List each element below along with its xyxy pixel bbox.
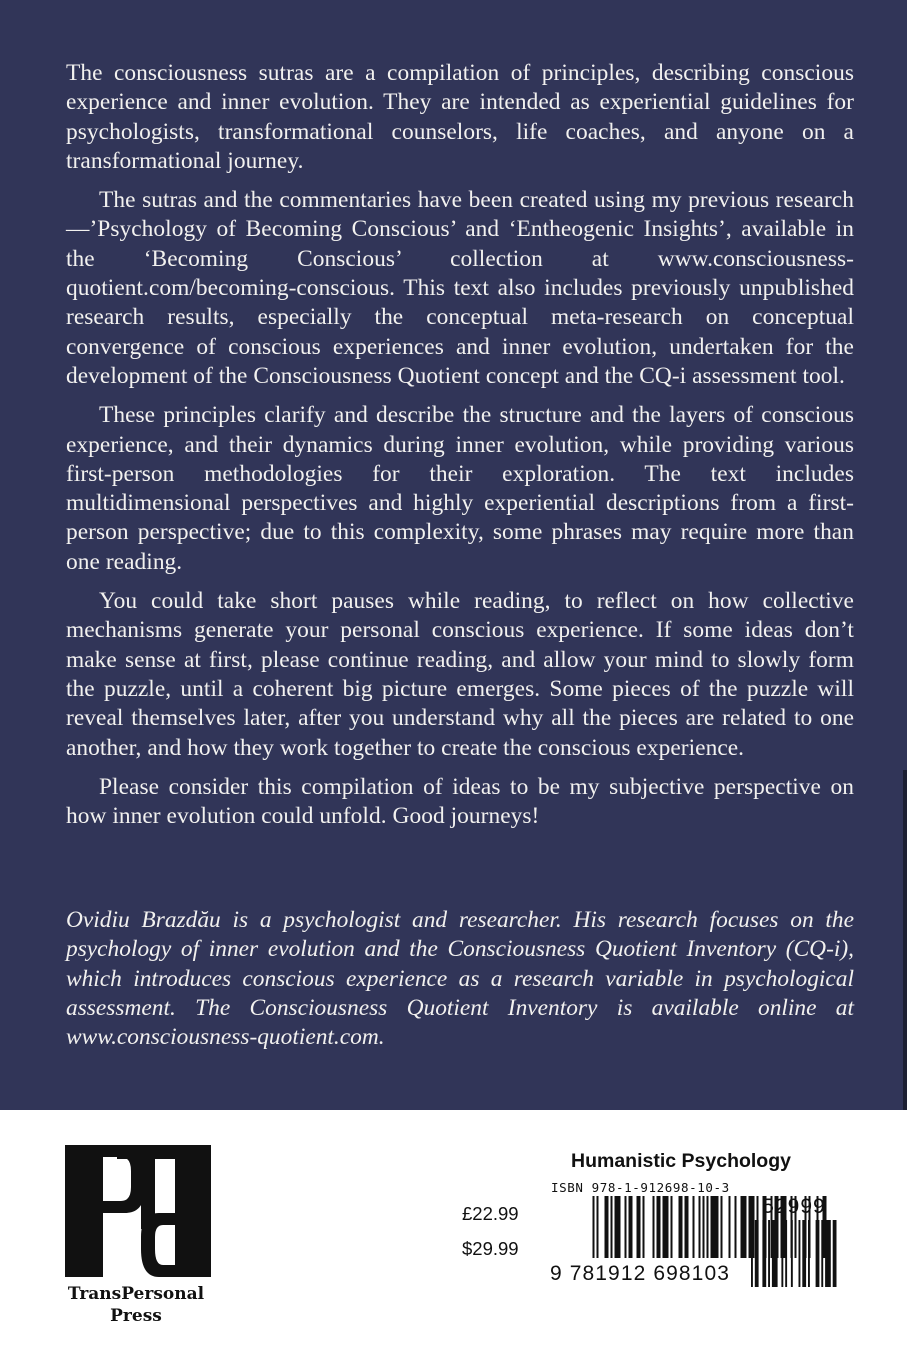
- barcode-bar: [729, 1196, 731, 1258]
- barcode-bar: [721, 1196, 723, 1258]
- barcode-bar: [679, 1196, 683, 1258]
- barcode-bar: [615, 1196, 621, 1258]
- barcode-bar: [781, 1220, 783, 1287]
- barcode-bar: [825, 1220, 831, 1287]
- barcode-bar: [693, 1196, 695, 1258]
- blurb-paragraph: Please consider this compilation of ideas to be my subjective perspective on how inner evolution could unfold. Good journeys!: [66, 773, 854, 830]
- barcode-bar: [751, 1220, 753, 1287]
- addon-barcode: [750, 1220, 838, 1287]
- blurb-text: [66, 59, 854, 841]
- barcode-bar: [611, 1196, 613, 1258]
- author-bio: Ovidiu Brazdău is a psychologist and researcher. His research focuses on the psychology of inner evolution and the Consciousness Quotient Inventory (CQ-i), which introduces conscious experience as a research variable in psychological assessment. The Consciousness Quotient Inventory is available online at www.consciousness-quotient.com.: [66, 907, 854, 1051]
- barcode-bar: [821, 1220, 823, 1287]
- barcode-bar: [816, 1220, 820, 1287]
- barcode-bar: [657, 1196, 661, 1258]
- blurb-paragraph: These principles clarify and describe the structure and the layers of conscious experience, and their dynamics during inner evolution, while providing various first-person methodologies for their exploration. The text includes multidimensional perspectives and highly experiential descriptions from a first-person perspective; due to this complexity, some phrases may require more than one reading.: [66, 402, 854, 575]
- barcode-bar: [785, 1220, 787, 1287]
- barcode-bar: [653, 1196, 655, 1258]
- barcode-bar: [605, 1196, 609, 1258]
- price-addon: [748, 1197, 840, 1287]
- barcode-digits: 9 781912 698103: [550, 1262, 730, 1285]
- barcode-bar: [707, 1196, 709, 1258]
- blurb-paragraph: The sutras and the commentaries have been created using my previous research—’Psychology of Becoming Conscious’ and ‘Entheogenic Insights’, available in the ‘Becoming Conscious’ collection at www.consciousness-quotient.com/becoming-conscious. This text also includes previously unpublished research results, especially the conceptual meta-research on conceptual convergence of conscious experiences and inner evolution, undertaken for the development of the Consciousness Quotient concept and the CQ-i assessment tool.: [66, 187, 854, 389]
- barcode-bar: [741, 1196, 747, 1258]
- barcode-bar: [735, 1196, 737, 1258]
- barcode-bar: [629, 1196, 633, 1258]
- barcode-bar: [637, 1196, 641, 1258]
- addon-digits: 52999: [762, 1195, 826, 1218]
- blurb-paragraph: The consciousness sutras are a compilation of principles, describing conscious experience and inner evolution. They are intended as experiential guidelines for psychologists, transformational counselors, life coaches, and anyone on a transformational journey.: [66, 60, 854, 174]
- price-usd: $29.99: [462, 1238, 519, 1259]
- isbn-label: ISBN 978-1-912698-10-3: [551, 1180, 730, 1195]
- barcode-bar: [711, 1196, 719, 1258]
- barcode-bar: [663, 1196, 669, 1258]
- price-gbp: £22.99: [462, 1203, 519, 1224]
- barcode-bar: [593, 1196, 595, 1258]
- publisher-name: TransPersonal Press: [67, 1284, 205, 1326]
- barcode-bar: [625, 1196, 627, 1258]
- barcode-bar: [791, 1220, 793, 1287]
- barcode-bar: [755, 1220, 759, 1287]
- barcode-bar: [833, 1220, 837, 1287]
- barcode-bar: [643, 1196, 645, 1258]
- barcode-bar: [802, 1220, 806, 1287]
- barcode-bar: [703, 1196, 705, 1258]
- barcode-bar: [671, 1196, 673, 1258]
- barcode-bar: [768, 1220, 770, 1287]
- barcode-bar: [772, 1220, 778, 1287]
- barcode-bar: [685, 1196, 689, 1258]
- barcode-bar: [699, 1196, 701, 1258]
- barcode-bar: [762, 1220, 766, 1287]
- spine-edge: [903, 770, 907, 1110]
- barcode-bar: [799, 1220, 801, 1287]
- barcode-bar: [597, 1196, 599, 1258]
- blurb-paragraph: You could take short pauses while reading, to reflect on how collective mechanisms generate your personal conscious experience. If some ideas don’t make sense at first, please continue reading, and allow your mind to slowly form the puzzle, until a coherent big picture emerges. Some pieces of the puzzle will reveal themselves later, after you understand why all the pieces are related to one another, and how they work together to create the conscious experience.: [66, 588, 854, 761]
- category-label: Humanistic Psychology: [571, 1150, 791, 1172]
- barcode-bar: [808, 1220, 810, 1287]
